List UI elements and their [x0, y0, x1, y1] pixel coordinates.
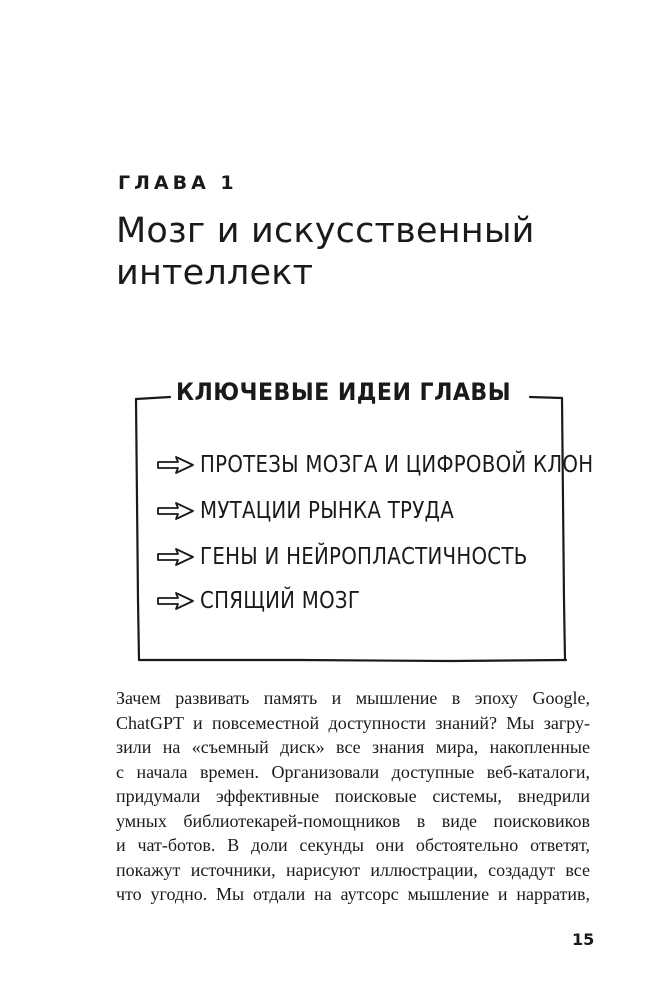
- body-line: покажут источники, нарисуют иллюстрации, создадут все: [116, 859, 590, 880]
- key-idea-item: [156, 540, 581, 574]
- key-idea-text: ГЕНЫ И НЕЙРОПЛАСТИЧНОСТЬ: [200, 544, 528, 570]
- key-idea-text: МУТАЦИИ РЫНКА ТРУДА: [200, 498, 455, 524]
- key-idea-text: ПРОТЕЗЫ МОЗГА И ЦИФРОВОЙ КЛОН: [200, 452, 594, 478]
- hand-drawn-arrow-icon: [156, 500, 196, 522]
- chapter-title-line: интеллект: [116, 253, 314, 293]
- chapter-label: ГЛАВА 1: [118, 172, 238, 194]
- key-idea-item: [156, 448, 657, 482]
- key-idea-item: [156, 494, 495, 528]
- key-ideas-heading: КЛЮЧЕВЫЕ ИДЕИ ГЛАВЫ: [176, 378, 512, 406]
- chapter-title-line: Мозг и искусственный: [116, 211, 535, 251]
- key-idea-item: [156, 584, 386, 618]
- body-paragraph: [116, 686, 590, 907]
- hand-drawn-arrow-icon: [156, 590, 196, 612]
- hand-drawn-arrow-icon: [156, 546, 196, 568]
- body-line: и чат-ботов. В доли секунды они обстоятельно ответят,: [116, 835, 590, 855]
- body-line: что угодно. Мы отдали на аутсорс мышление и нарратив,: [116, 884, 590, 904]
- body-line: с начала времен. Организовали доступные веб-каталоги,: [116, 761, 590, 782]
- body-line: умных библиотекарей-помощников в виде поисковиков: [116, 810, 590, 831]
- body-line: Зачем развивать память и мышление в эпоху Google,: [116, 688, 590, 708]
- body-line: зили на «съемный диск» все знания мира, накопленные: [116, 737, 590, 757]
- key-idea-text: СПЯЩИЙ МОЗГ: [200, 588, 361, 614]
- page-number: 15: [572, 930, 595, 949]
- hand-drawn-arrow-icon: [156, 454, 196, 476]
- body-line: придумали эффективные поисковые системы, внедрили: [116, 786, 590, 806]
- body-line: ChatGPT и повсеместной доступности знаний? Мы загру-: [116, 712, 590, 733]
